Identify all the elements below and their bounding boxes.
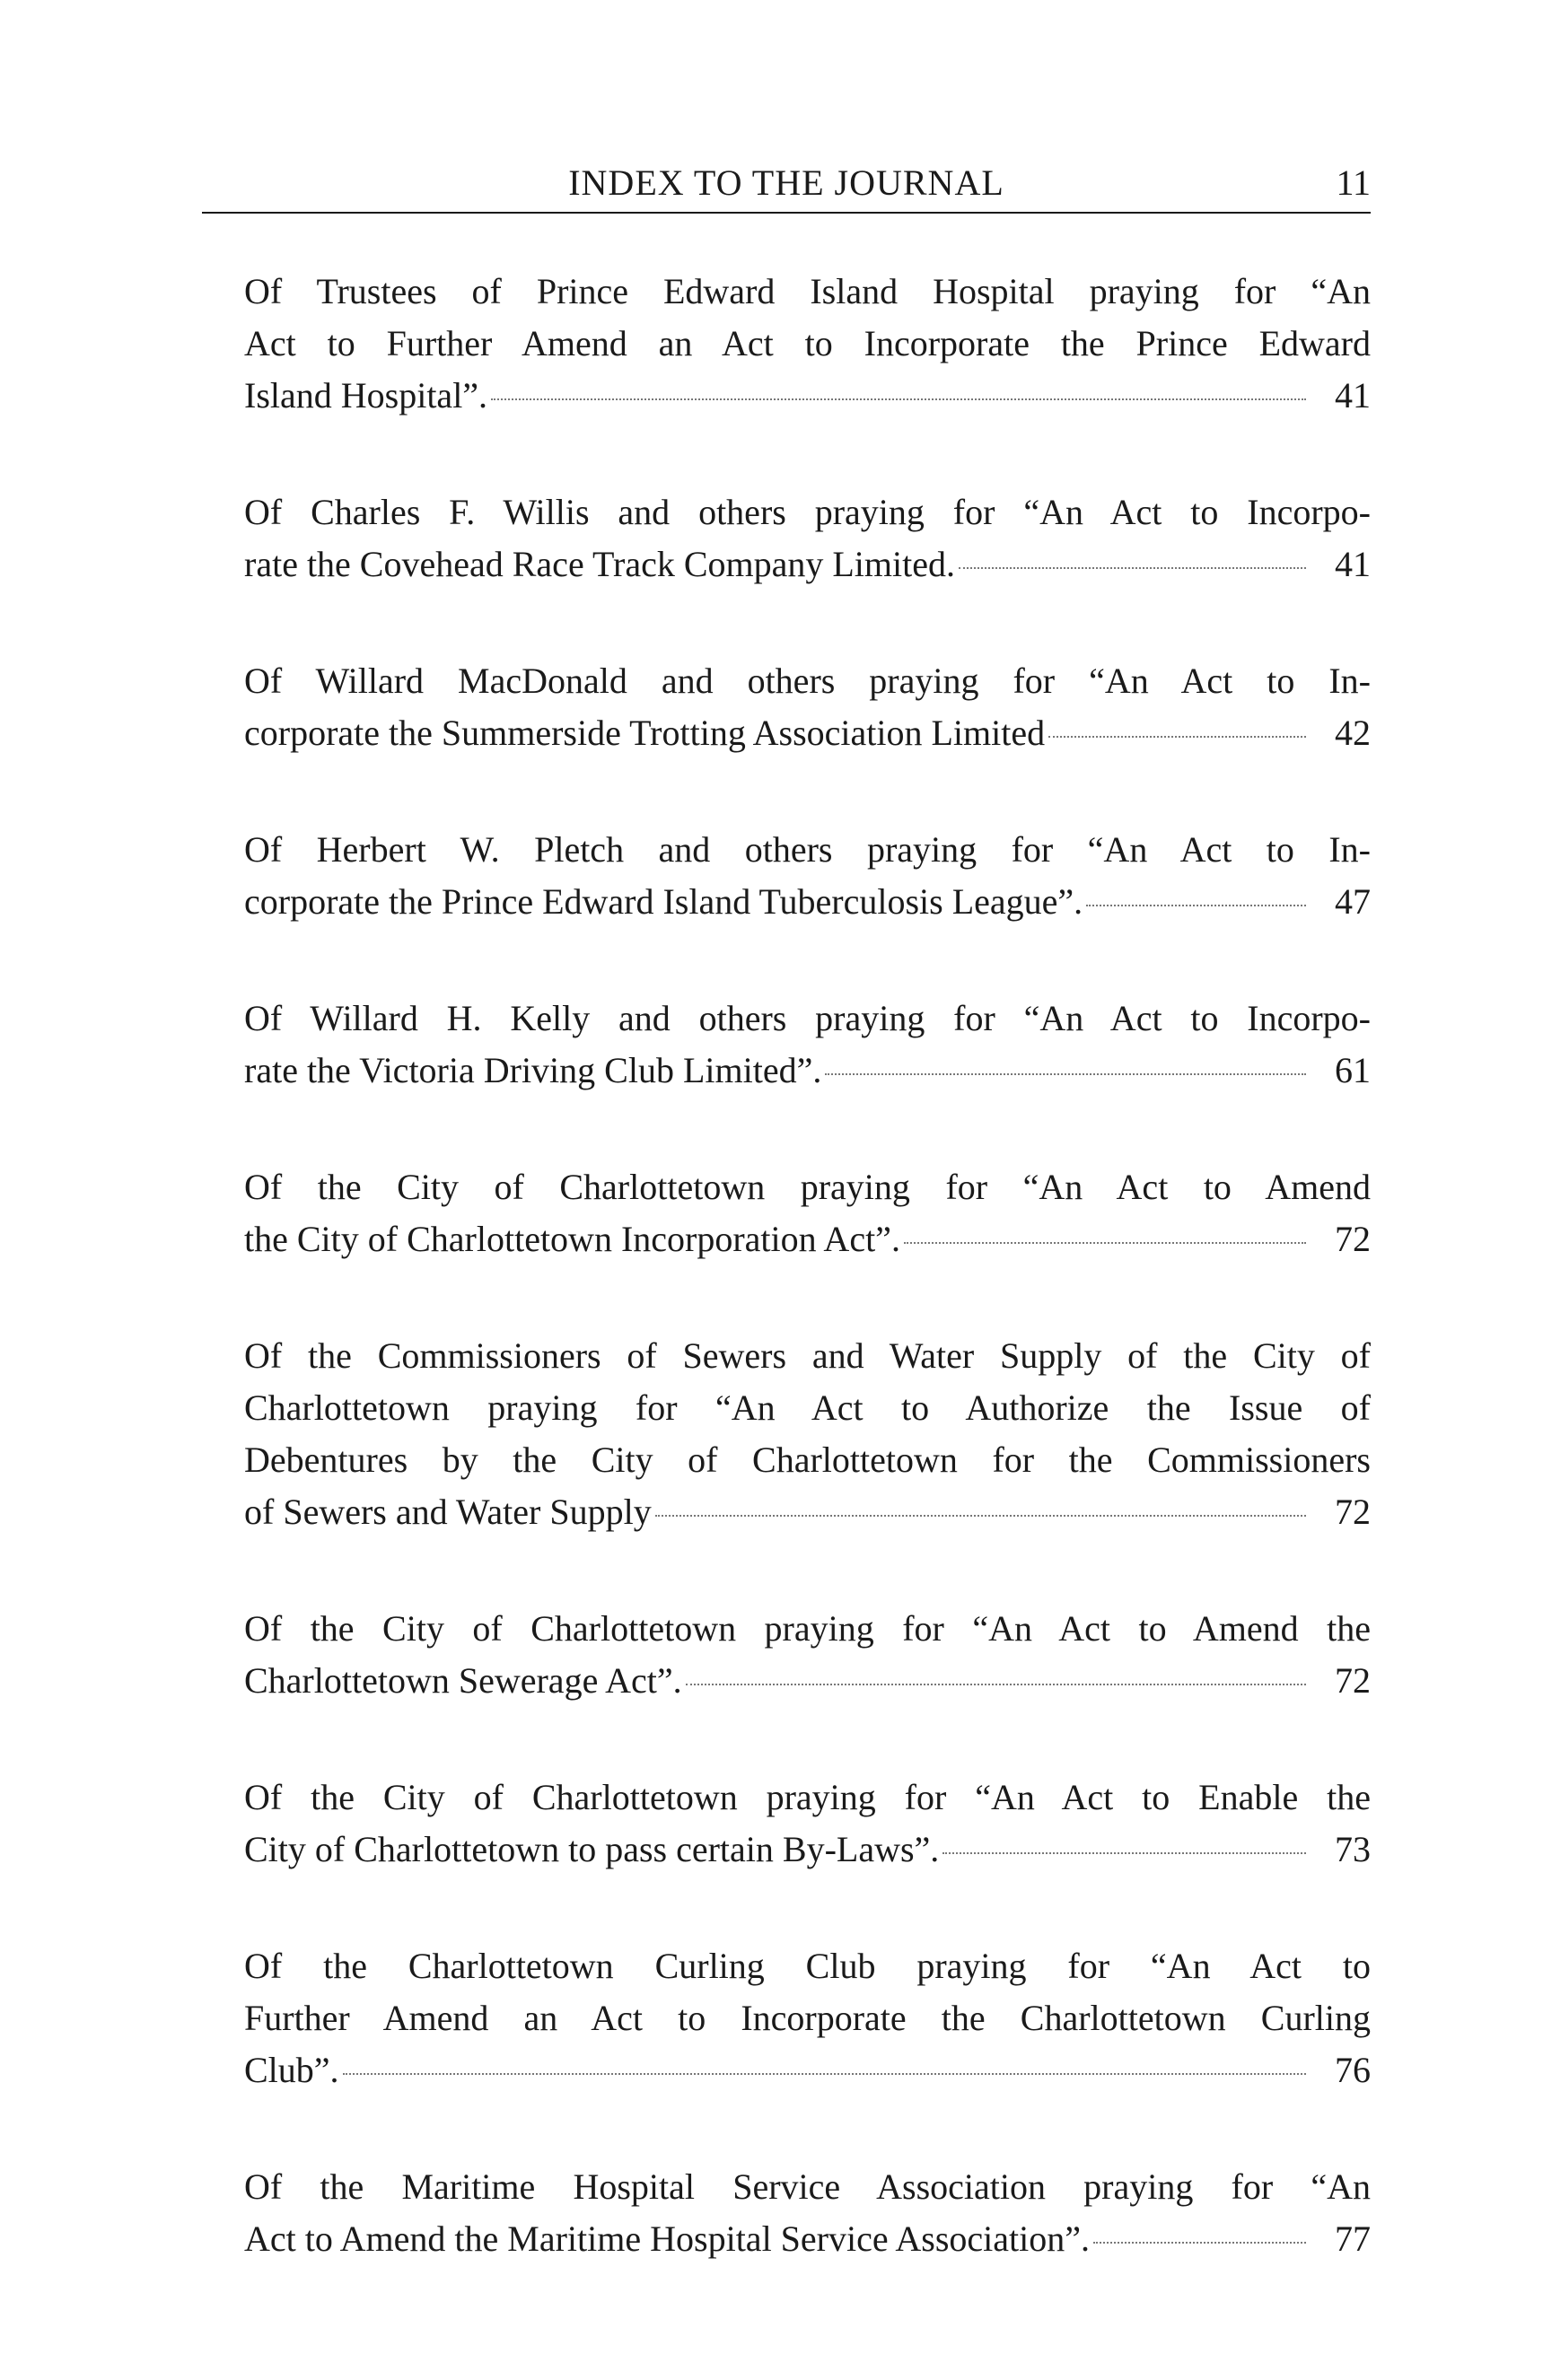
entry-line: Of Charles F. Willis and others praying for “An Act to Incorpo- — [244, 492, 1371, 532]
index-entry — [244, 2161, 1371, 2265]
header-rule — [202, 212, 1371, 214]
entry-line: Of the City of Charlottetown praying for “An Act to Amend — [244, 1167, 1371, 1207]
entry-page-number: 47 — [1335, 881, 1371, 922]
entry-last-line — [244, 2213, 1371, 2265]
entry-page-number: 61 — [1335, 1050, 1371, 1090]
entry-line: corporate the Summerside Trotting Association Limited — [244, 713, 1046, 753]
dot-leader — [491, 398, 1306, 400]
entry-line: Act to Amend the Maritime Hospital Service Association”. — [244, 2218, 1091, 2259]
dot-leader — [1093, 2242, 1306, 2244]
dot-leader — [686, 1684, 1306, 1685]
entry-line: rate the Covehead Race Track Company Limited. — [244, 544, 956, 584]
dot-leader — [904, 1242, 1306, 1244]
entry-page-number: 72 — [1335, 1492, 1371, 1532]
entry-line: corporate the Prince Edward Island Tuberculosis League”. — [244, 881, 1083, 922]
index-entry — [244, 1940, 1371, 2096]
entry-page-number: 76 — [1335, 2050, 1371, 2090]
entry-line: Club”. — [244, 2050, 339, 2090]
dot-leader — [655, 1515, 1306, 1517]
entry-line: the City of Charlottetown Incorporation Act”. — [244, 1219, 900, 1259]
dot-leader — [942, 1852, 1306, 1854]
entry-line: Debentures by the City of Charlottetown for the Commissioners — [244, 1439, 1371, 1480]
index-entry — [244, 266, 1371, 422]
entry-last-line — [244, 370, 1371, 422]
entry-line: Of the Maritime Hospital Service Association praying for “An — [244, 2166, 1371, 2207]
index-entry — [244, 993, 1371, 1097]
running-title: INDEX TO THE JOURNAL — [568, 162, 1004, 203]
entry-line: rate the Victoria Driving Club Limited”. — [244, 1050, 822, 1090]
dot-leader — [1048, 736, 1306, 738]
entry-last-line — [244, 538, 1371, 591]
entry-last-line — [244, 1045, 1371, 1097]
entry-page-number: 72 — [1335, 1219, 1371, 1259]
entry-page-number: 72 — [1335, 1660, 1371, 1701]
dot-leader — [959, 567, 1306, 569]
entry-last-line — [244, 1655, 1371, 1707]
index-entry — [244, 1603, 1371, 1707]
entry-last-line — [244, 1824, 1371, 1876]
entry-page-number: 73 — [1335, 1829, 1371, 1869]
page-number: 11 — [1336, 162, 1371, 203]
index-entry — [244, 1772, 1371, 1876]
entry-line: Further Amend an Act to Incorporate the Charlottetown Curling — [244, 1998, 1371, 2038]
entry-line: of Sewers and Water Supply — [244, 1492, 652, 1532]
entry-page-number: 41 — [1335, 375, 1371, 416]
entry-line: Of Trustees of Prince Edward Island Hospital praying for “An — [244, 271, 1371, 311]
entry-line: Act to Further Amend an Act to Incorporate the Prince Edward — [244, 323, 1371, 363]
page-header — [202, 154, 1371, 208]
entry-line: Of the City of Charlottetown praying for “An Act to Enable the — [244, 1777, 1371, 1817]
entry-line: Charlottetown praying for “An Act to Authorize the Issue of — [244, 1387, 1371, 1428]
dot-leader — [343, 2073, 1306, 2075]
entry-last-line — [244, 1213, 1371, 1265]
entry-last-line — [244, 707, 1371, 759]
entry-line: Of Willard H. Kelly and others praying for “An Act to Incorpo- — [244, 998, 1371, 1038]
entry-line: Of the Charlottetown Curling Club praying for “An Act to — [244, 1946, 1371, 1986]
index-entry — [244, 1330, 1371, 1538]
index-entry — [244, 655, 1371, 759]
entry-line: Of the Commissioners of Sewers and Water Supply of the City of — [244, 1335, 1371, 1376]
entry-page-number: 77 — [1335, 2218, 1371, 2259]
entry-last-line — [244, 876, 1371, 928]
entry-line: Of the City of Charlottetown praying for “An Act to Amend the — [244, 1608, 1371, 1649]
entry-line: Island Hospital”. — [244, 375, 488, 416]
dot-leader — [1086, 905, 1306, 906]
entry-line: Charlottetown Sewerage Act”. — [244, 1660, 682, 1701]
entry-line: Of Willard MacDonald and others praying for “An Act to In- — [244, 661, 1371, 701]
entry-page-number: 41 — [1335, 544, 1371, 584]
entry-page-number: 42 — [1335, 713, 1371, 753]
index-entry — [244, 486, 1371, 591]
entry-line: City of Charlottetown to pass certain By-Laws”. — [244, 1829, 940, 1869]
index-entries — [244, 266, 1371, 2330]
entry-last-line — [244, 2044, 1371, 2096]
index-entry — [244, 1161, 1371, 1265]
dot-leader — [825, 1073, 1306, 1075]
entry-line: Of Herbert W. Pletch and others praying for “An Act to In- — [244, 829, 1371, 870]
entry-last-line — [244, 1486, 1371, 1538]
index-entry — [244, 824, 1371, 928]
